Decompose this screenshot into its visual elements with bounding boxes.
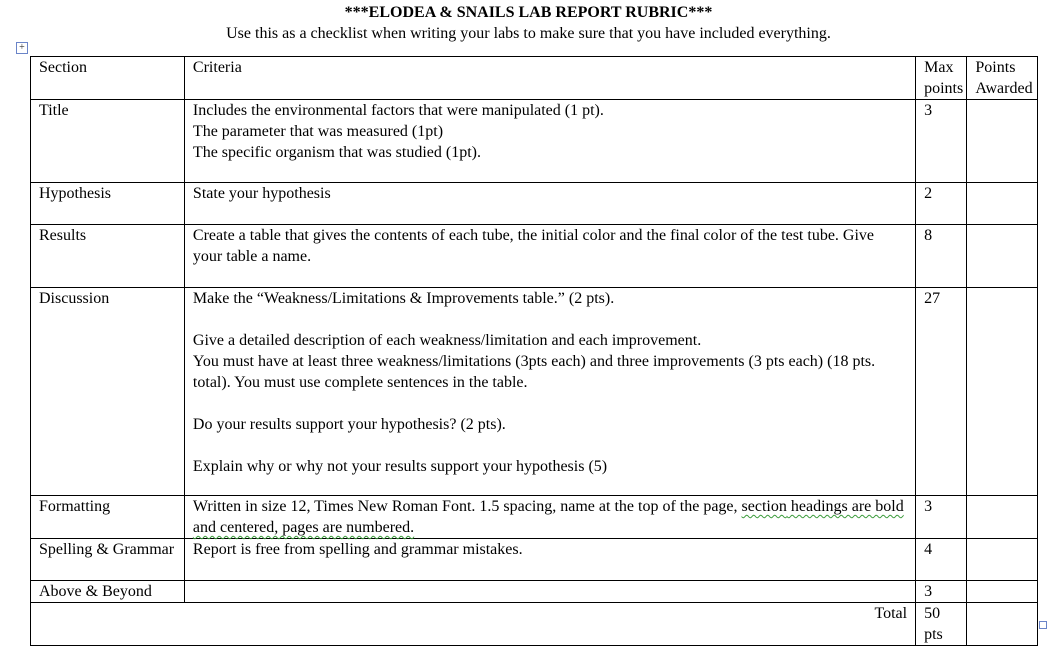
row-max: 2: [916, 183, 967, 225]
table-row: [31, 183, 1038, 225]
table-resize-handle-icon[interactable]: [1039, 621, 1047, 629]
table-row: [31, 100, 1038, 183]
header-section: Section: [31, 57, 185, 100]
row-max: 3: [916, 496, 967, 539]
criteria-line: Includes the environmental factors that were manipulated (1 pt).: [192, 102, 604, 119]
criteria-line: The specific organism that was studied (1pt).: [192, 144, 481, 161]
row-criteria: [184, 288, 915, 496]
table-row: [31, 581, 1038, 603]
row-awarded[interactable]: [967, 539, 1038, 581]
row-section: Title: [31, 100, 185, 183]
criteria-line: Do your results support your hypothesis? (2 pts).: [192, 416, 506, 433]
header-max-line1: Max: [924, 59, 954, 76]
row-max: 3: [916, 581, 967, 603]
row-awarded[interactable]: [967, 288, 1038, 496]
table-row: [31, 288, 1038, 496]
criteria-line: Explain why or why not your results support your hypothesis (5): [192, 458, 608, 475]
document-title: ***ELODEA & SNAILS LAB REPORT RUBRIC***: [344, 4, 713, 21]
row-criteria: Create a table that gives the contents of each tube, the initial color and the final color of the test tube. Give your table a name.: [184, 225, 915, 288]
row-max: 4: [916, 539, 967, 581]
header-max-points: [916, 57, 967, 100]
row-max: 3: [916, 100, 967, 183]
document-subtitle: Use this as a checklist when writing your labs to make sure that you have included everything.: [226, 25, 831, 42]
row-section: Results: [31, 225, 185, 288]
spellcheck-flagged-text[interactable]: headings are bold and centered, pages are numbered.: [192, 498, 904, 536]
table-move-handle-icon[interactable]: +: [16, 42, 28, 54]
criteria-line: You must have at least three weakness/limitations (3pts each) and three improvements (3 pts each) (18 pts. total). You must use complete sentences in the table.: [192, 353, 876, 391]
criteria-text: Written in size 12, Times New Roman Font. 1.5 spacing, name at the top of the page,: [192, 498, 742, 515]
total-value: 50 pts: [916, 603, 967, 646]
row-awarded[interactable]: [967, 183, 1038, 225]
row-awarded[interactable]: [967, 225, 1038, 288]
table-row: [31, 496, 1038, 539]
total-row: [31, 603, 1038, 646]
row-section: Above & Beyond: [31, 581, 185, 603]
header-awarded-line2: Awarded: [975, 80, 1033, 97]
total-awarded[interactable]: [967, 603, 1038, 646]
row-section: Discussion: [31, 288, 185, 496]
header-row: [31, 57, 1038, 100]
row-awarded[interactable]: [967, 581, 1038, 603]
table-row: [31, 539, 1038, 581]
row-section: Formatting: [31, 496, 185, 539]
row-awarded[interactable]: [967, 100, 1038, 183]
spellcheck-flagged-text[interactable]: section: [741, 498, 787, 515]
row-max: 27: [916, 288, 967, 496]
total-label: Total: [31, 603, 916, 646]
row-max: 8: [916, 225, 967, 288]
row-section: Hypothesis: [31, 183, 185, 225]
header-criteria: Criteria: [184, 57, 915, 100]
header-awarded-line1: Points: [975, 59, 1016, 76]
row-section: Spelling & Grammar: [31, 539, 185, 581]
header-points-awarded: [967, 57, 1038, 100]
row-criteria: [184, 496, 915, 539]
row-criteria: Report is free from spelling and grammar mistakes.: [184, 539, 915, 581]
row-criteria: [184, 581, 915, 603]
header-max-line2: points: [924, 80, 964, 97]
rubric-table: [30, 56, 1038, 646]
row-awarded[interactable]: [967, 496, 1038, 539]
row-criteria: State your hypothesis: [184, 183, 915, 225]
table-row: [31, 225, 1038, 288]
criteria-line: Make the “Weakness/Limitations & Improvements table.” (2 pts).: [192, 290, 615, 307]
row-criteria: [184, 100, 915, 183]
criteria-line: Give a detailed description of each weakness/limitation and each improvement.: [192, 332, 702, 349]
criteria-line: The parameter that was measured (1pt): [192, 123, 444, 140]
